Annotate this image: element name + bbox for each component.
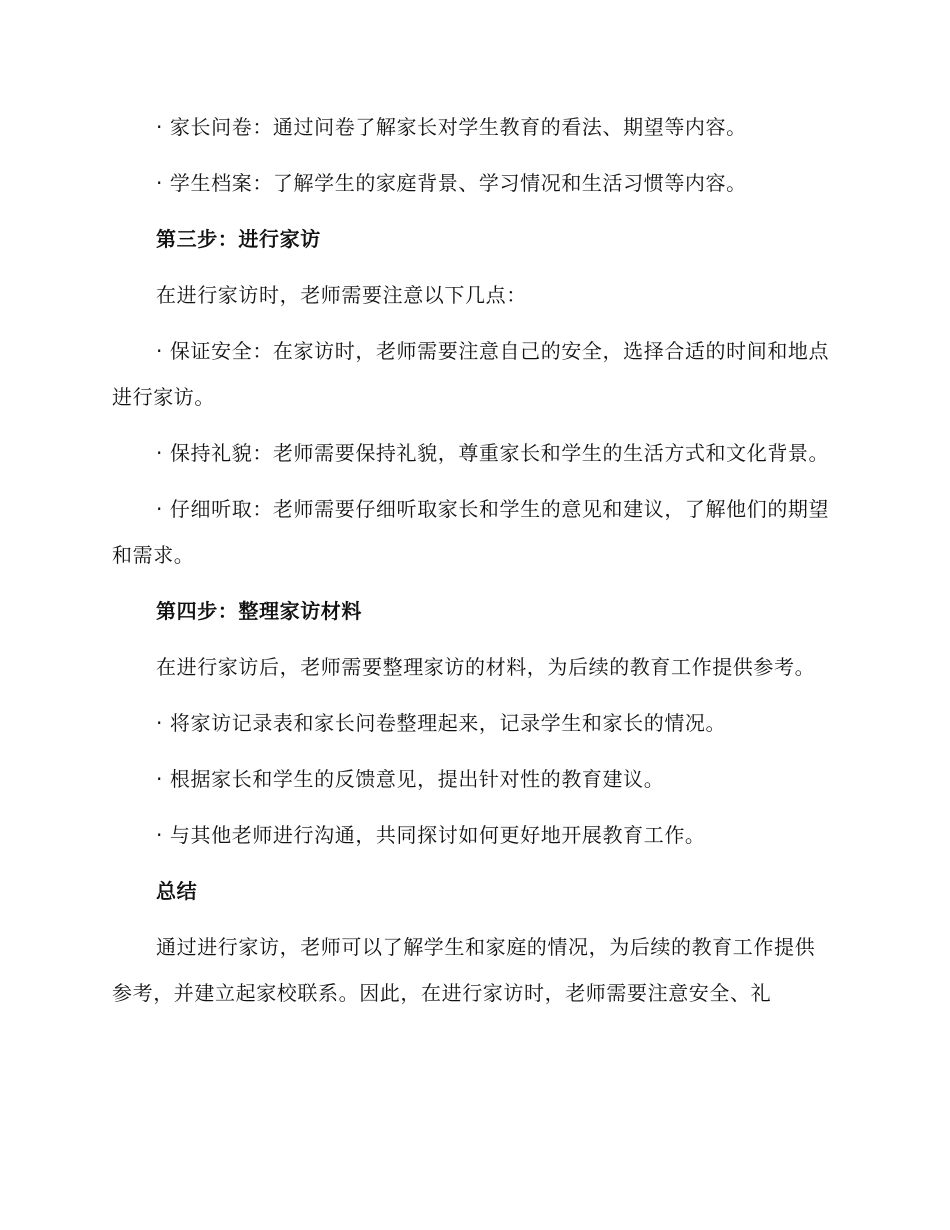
heading-step-four: 第四步：整理家访材料 [156,599,362,623]
para-summary-body: 通过进行家访，老师可以了解学生和家庭的情况，为后续的教育工作提供参考，并建立起家校联系。因此，在进行家访时，老师需要注意安全、礼 [112,935,816,1005]
bullet-organize-records: · 将家访记录表和家长问卷整理起来，记录学生和家长的情况。 [156,711,727,735]
para-organize-materials: 在进行家访后，老师需要整理家访的材料，为后续的教育工作提供参考。 [156,655,816,679]
bullet-ensure-safety: · 保证安全：在家访时，老师需要注意自己的安全，选择合适的时间和地点进行家访。 [112,339,830,409]
heading-step-three: 第三步：进行家访 [156,227,321,251]
bullet-listen-carefully: · 仔细听取：老师需要仔细听取家长和学生的意见和建议，了解他们的期望和需求。 [112,497,830,567]
document-page [112,104,834,1016]
bullet-stay-polite: · 保持礼貌：老师需要保持礼貌，尊重家长和学生的生活方式和文化背景。 [156,441,830,465]
para-visit-notes-intro: 在进行家访时，老师需要注意以下几点： [156,283,527,307]
bullet-parent-questionnaire: · 家长问卷：通过问卷了解家长对学生教育的看法、期望等内容。 [156,115,747,139]
bullet-communicate-teachers: · 与其他老师进行沟通，共同探讨如何更好地开展教育工作。 [156,823,706,847]
bullet-feedback-suggestions: · 根据家长和学生的反馈意见，提出针对性的教育建议。 [156,767,665,791]
bullet-student-records: · 学生档案：了解学生的家庭背景、学习情况和生活习惯等内容。 [156,171,747,195]
heading-summary: 总结 [156,879,198,903]
